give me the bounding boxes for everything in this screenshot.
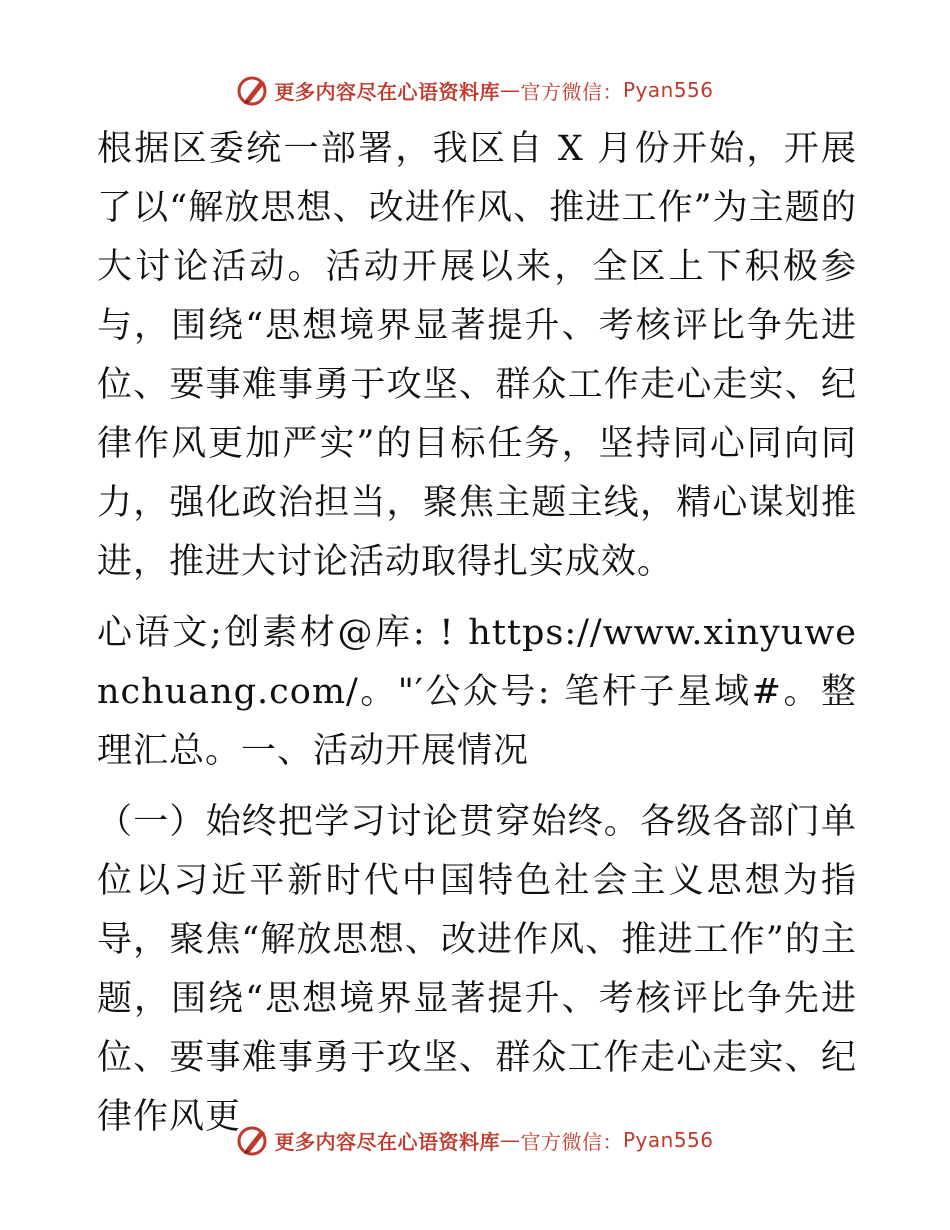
pen-logo-icon — [236, 1123, 270, 1157]
banner-separator: — — [499, 78, 521, 102]
banner-wechat-label: 官方微信： — [520, 79, 623, 104]
footer-banner — [0, 1120, 950, 1160]
banner-title: 更多内容尽在心语资料库 — [274, 79, 500, 104]
document-body — [97, 120, 857, 1147]
paragraph-source-note: 心语文;创素材@库: ! https://www.xinyuwenchuang.com/。"′公众号: 笔杆子星域#。整理汇总。一、活动开展情况 — [97, 613, 857, 771]
banner-wechat-id: Pyan556 — [622, 78, 714, 102]
header-banner — [0, 70, 950, 110]
banner-wechat-label: 官方微信： — [520, 1129, 623, 1154]
banner-separator: — — [499, 1128, 521, 1152]
paragraph-section-1: （一）始终把学习讨论贯穿始终。各级各部门单位以习近平新时代中国特色社会主义思想为指导，聚焦“解放思想、改进作风、推进工作”的主题，围绕“思想境界显著提升、考核评比争先进位、要事难事勇于攻坚、群众工作走心走实、纪律作风更 — [97, 802, 857, 1137]
paragraph-intro: 根据区委统一部署，我区自 X 月份开始，开展了以“解放思想、改进作风、推进工作”为主题的大讨论活动。活动开展以来，全区上下积极参与，围绕“思想境界显著提升、考核评比争先进位、要事难事勇于攻坚、群众工作走心走实、纪律作风更加严实”的目标任务，坚持同心同向同力，强化政治担当，聚焦主题主线，精心谋划推进，推进大讨论活动取得扎实成效。 — [97, 129, 857, 582]
pen-logo-icon — [236, 73, 270, 107]
banner-title: 更多内容尽在心语资料库 — [274, 1129, 500, 1154]
banner-wechat-id: Pyan556 — [622, 1128, 714, 1152]
